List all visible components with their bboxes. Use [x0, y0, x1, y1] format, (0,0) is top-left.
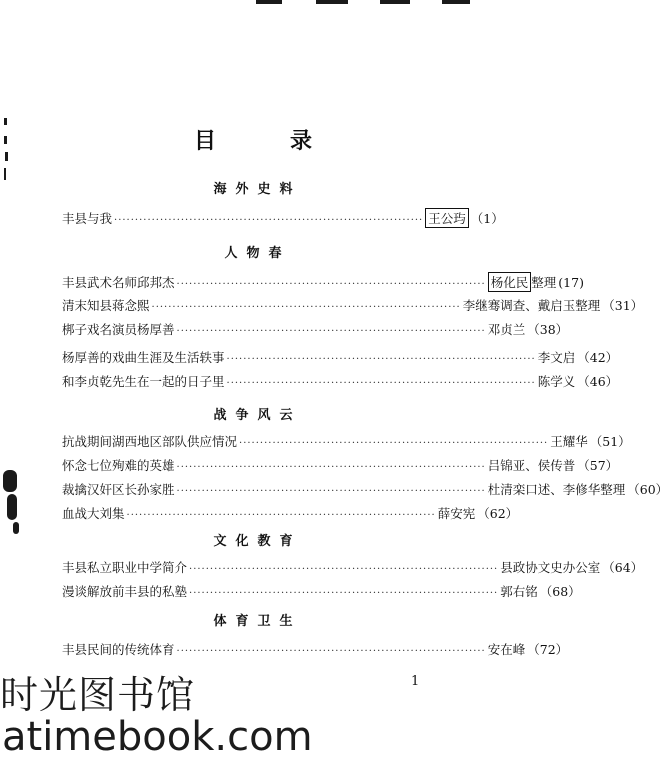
entry-title: 抗战期间湖西地区部队供应情况 [62, 434, 238, 449]
entry-title: 丰县与我 [62, 211, 113, 226]
entry-page: (17) [558, 275, 584, 290]
toc-entry[interactable] [62, 272, 584, 290]
section-heading: 人物春 [224, 246, 291, 261]
page-number: 1 [411, 674, 420, 689]
entry-author: 邓贞兰 [487, 322, 526, 337]
entry-title: 杨厚善的戏曲生涯及生活轶事 [62, 350, 225, 365]
entry-author: 李继骞调查、戴启玉整理 [462, 298, 601, 313]
entry-author: 县政协文史办公室 [500, 560, 601, 575]
entry-title: 清末知县蒋念熙 [62, 298, 150, 313]
section-heading: 体育卫生 [213, 614, 302, 629]
scan-blot [7, 494, 17, 520]
watermark-url: atimebook.com [2, 714, 313, 760]
entry-title: 丰县武术名师邱邦杰 [62, 275, 175, 290]
leader-dots: ·········································································· [176, 646, 486, 657]
entry-title: 和李贞乾先生在一起的日子里 [62, 374, 225, 389]
entry-page: （72） [527, 642, 569, 657]
toc-entry[interactable] [62, 558, 644, 576]
entry-author: 王公玙 [425, 208, 469, 228]
entry-title: 漫谈解放前丰县的私塾 [62, 584, 188, 599]
entry-title: 梆子戏名演员杨厚善 [62, 322, 175, 337]
leader-dots: ·········································································· [226, 378, 536, 389]
entry-title: 裁擒汉奸区长孙家胜 [62, 482, 175, 497]
scan-blot [3, 470, 17, 492]
leader-dots: ·········································································· [176, 326, 486, 337]
toc-entry[interactable] [62, 320, 569, 338]
scan-edge-line [380, 0, 410, 4]
entry-page: （51） [589, 434, 631, 449]
entry-title: 怀念七位殉难的英雄 [62, 458, 175, 473]
leader-dots: ·········································································· [176, 462, 486, 473]
entry-page: （38） [527, 322, 569, 337]
entry-page: （31） [602, 298, 644, 313]
toc-entry[interactable] [62, 504, 519, 522]
section-heading: 海外史料 [213, 182, 302, 197]
entry-page: （57） [577, 458, 619, 473]
leader-dots: ·········································································· [176, 279, 486, 290]
entry-author: 王耀华 [550, 434, 588, 449]
toc-entry[interactable] [62, 640, 569, 658]
entry-author: 陈学义 [537, 374, 576, 389]
page-title: 目 录 [193, 128, 338, 154]
entry-author-suffix: 整理 [531, 275, 557, 290]
entry-author: 郭右铭 [500, 584, 538, 599]
scan-edge-line [256, 0, 282, 4]
entry-page: （64） [602, 560, 644, 575]
entry-title: 丰县私立职业中学简介 [62, 560, 188, 575]
leader-dots: ·········································································· [176, 486, 486, 497]
section-heading: 文化教育 [213, 534, 302, 549]
toc-entry[interactable] [62, 296, 644, 314]
watermark-cn: 时光图书馆 [0, 673, 196, 717]
toc-entry[interactable] [62, 348, 619, 366]
entry-title: 血战大刘集 [62, 506, 125, 521]
entry-page: （62） [477, 506, 519, 521]
toc-entry[interactable] [62, 480, 668, 498]
entry-page: （60） [627, 482, 668, 497]
section-heading: 战争风云 [213, 408, 302, 423]
entry-title: 丰县民间的传统体育 [62, 642, 175, 657]
toc-entry[interactable] [62, 372, 619, 390]
entry-author: 李文启 [537, 350, 576, 365]
leader-dots: ·········································································· [239, 438, 549, 449]
scan-edge-line [442, 0, 470, 4]
entry-page: （46） [577, 374, 619, 389]
leader-dots: ·········································································· [189, 588, 499, 599]
leader-dots: ·········································································· [226, 354, 536, 365]
scan-edge-line [316, 0, 348, 4]
entry-author: 安在峰 [487, 642, 526, 657]
leader-dots: ·········································································· [189, 564, 499, 575]
leader-dots: ·········································································· [151, 302, 461, 313]
entry-author: 杨化民 [488, 272, 532, 292]
entry-author: 吕锦亚、侯传普 [487, 458, 576, 473]
toc-entry[interactable] [62, 432, 631, 450]
leader-dots: ·········································································· [126, 510, 436, 521]
toc-entry[interactable] [62, 208, 504, 226]
entry-page: （42） [577, 350, 619, 365]
entry-author: 薛安宪 [437, 506, 476, 521]
entry-page: （1） [470, 211, 504, 226]
entry-author: 杜清栾口述、李修华整理 [487, 482, 626, 497]
toc-entry[interactable] [62, 582, 581, 600]
entry-page: （68） [539, 584, 581, 599]
leader-dots: ·········································································· [114, 215, 424, 226]
toc-entry[interactable] [62, 456, 619, 474]
